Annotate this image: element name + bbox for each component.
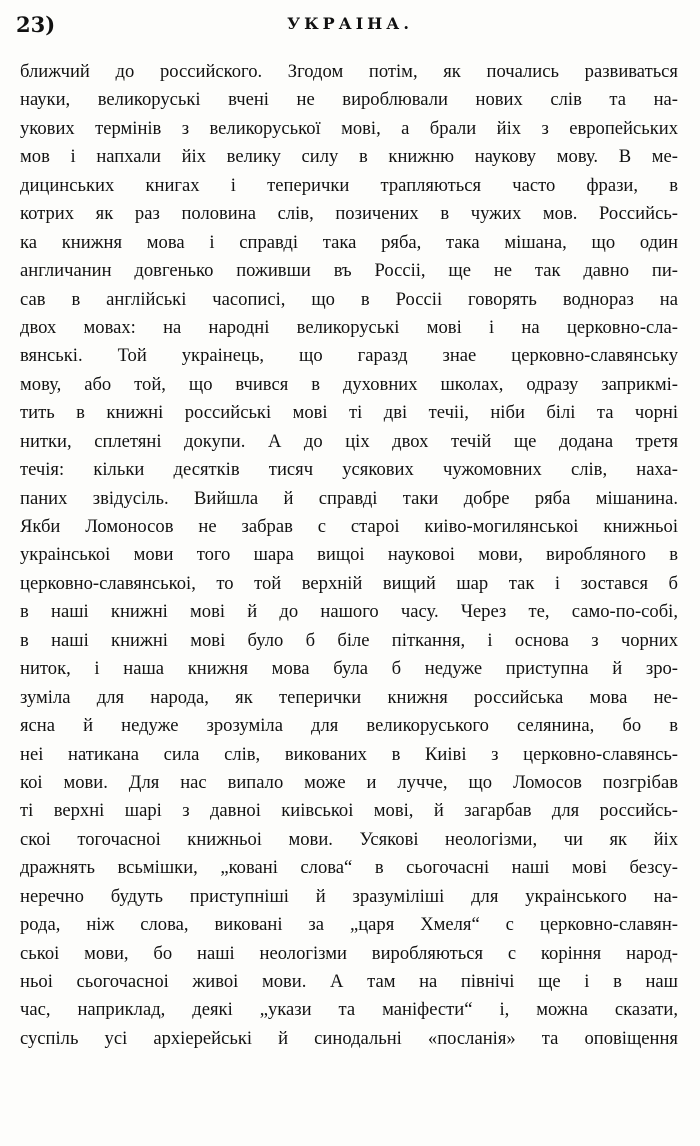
text-line: зуміла для народа, як теперички книжня российська мова не-: [20, 686, 678, 708]
text-line: паних звідусіль. Вийшла й справді таки добре ряба мішанина.: [20, 487, 678, 509]
text-line: ясна й недуже зрозуміла для великоруського селянина, бо в: [20, 715, 678, 737]
text-line: дражнять всьмішки, „ковані слова“ в сьогочасні наші мові безсу-: [20, 857, 678, 879]
page-number: 23): [16, 12, 56, 37]
text-line: ті верхні шарі з давноі киівськоі мові, й загарбав для российсь-: [20, 800, 678, 822]
text-line: в наші книжні мові було б біле піткання, і основа з чорних: [20, 629, 678, 651]
text-line: течія: кільки десятків тисяч усякових чужомовних слів, наха-: [20, 459, 678, 481]
text-line: скоі тогочасноі книжньоі мови. Усякові неологізми, чи як йіх: [20, 828, 678, 850]
text-line: церковно-славянськоі, то той верхній вищий шар так і зоставcя б: [20, 572, 678, 594]
text-line: неі натикана сила слів, викованих в Киіві з церковно-славянсь-: [20, 743, 678, 765]
text-line: ньоі сьогочасноі живоі мови. А там на північі ще і в наш: [20, 971, 678, 992]
text-line: ниток, і наша книжня мова була б недуже приступна й зро-: [20, 658, 678, 680]
running-head: [16, 12, 684, 38]
text-line: ближчий до российского. Згодом потім, як почались развиваться: [20, 61, 678, 82]
text-line: рода, ніж слова, виковані за „царя Хмеля“ с церковно-славян-: [20, 914, 678, 936]
text-line: вянські. Той украінець, що гаразд знае церковно-славянську: [20, 345, 678, 367]
text-line: Якби Ломоносов не забрав с староі киіво-могилянськоі книжньоі: [20, 516, 678, 537]
text-line: нитки, сплетяні докупи. А до ціх двох течій ще додана третя: [20, 430, 678, 452]
text-line: мову, або той, що вчився в духовних школах, одразу заприкмі-: [20, 373, 678, 395]
text-line: суспіль усі архіерейські й синодальні «посланія» та оповіщення: [20, 1027, 678, 1049]
text-line: мов і напхали йіх велику силу в книжню наукову мову. В ме-: [20, 146, 678, 168]
text-line: в наші книжні мові й до нашого часу. Через те, само-по-собі,: [20, 601, 678, 623]
text-line: ськоі мови, бо наші неологізми виробляються с коріння народ-: [20, 942, 678, 964]
text-line: англичанин довгенько поживши въ Россіі, ще не так давно пи-: [20, 260, 678, 282]
text-line: котрих як раз половина слів, позичених в чужих мов. Российсь-: [20, 203, 678, 225]
text-line: ка книжня мова і справді така ряба, така мішана, що один: [20, 231, 678, 253]
text-line: украінськоі мови того шара вищоі науковоі мови, виробляного в: [20, 544, 678, 566]
text-line: тить в книжні российські мові ті дві течіі, ніби білі та чорні: [20, 402, 678, 424]
text-line: двох мовах: на народні великоруські мові і на церковно-сла-: [20, 316, 678, 338]
text-line: коі мови. Для нас випало може и лучче, що Ломосов позгрібав: [20, 771, 678, 793]
text-line: сав в англійські часописі, що в Россіі говорять водноpаз на: [20, 288, 678, 310]
text-line: науки, великоруські вчені не вироблювали нових слів та на-: [20, 89, 678, 111]
text-line: неречно будуть приступніші й зразуміліші для украінського на-: [20, 885, 678, 907]
body-text: [20, 58, 678, 1053]
text-line: час, наприклад, деякі „укази та маніфести“ і, можна сказати,: [20, 999, 678, 1021]
text-line: укових термінів з великоруської мові, а брали йіх з европейських: [20, 117, 678, 139]
text-line: дицинських книгах і теперички трапляються часто фрази, в: [20, 174, 678, 196]
running-title: УКРАІНА.: [287, 14, 413, 33]
